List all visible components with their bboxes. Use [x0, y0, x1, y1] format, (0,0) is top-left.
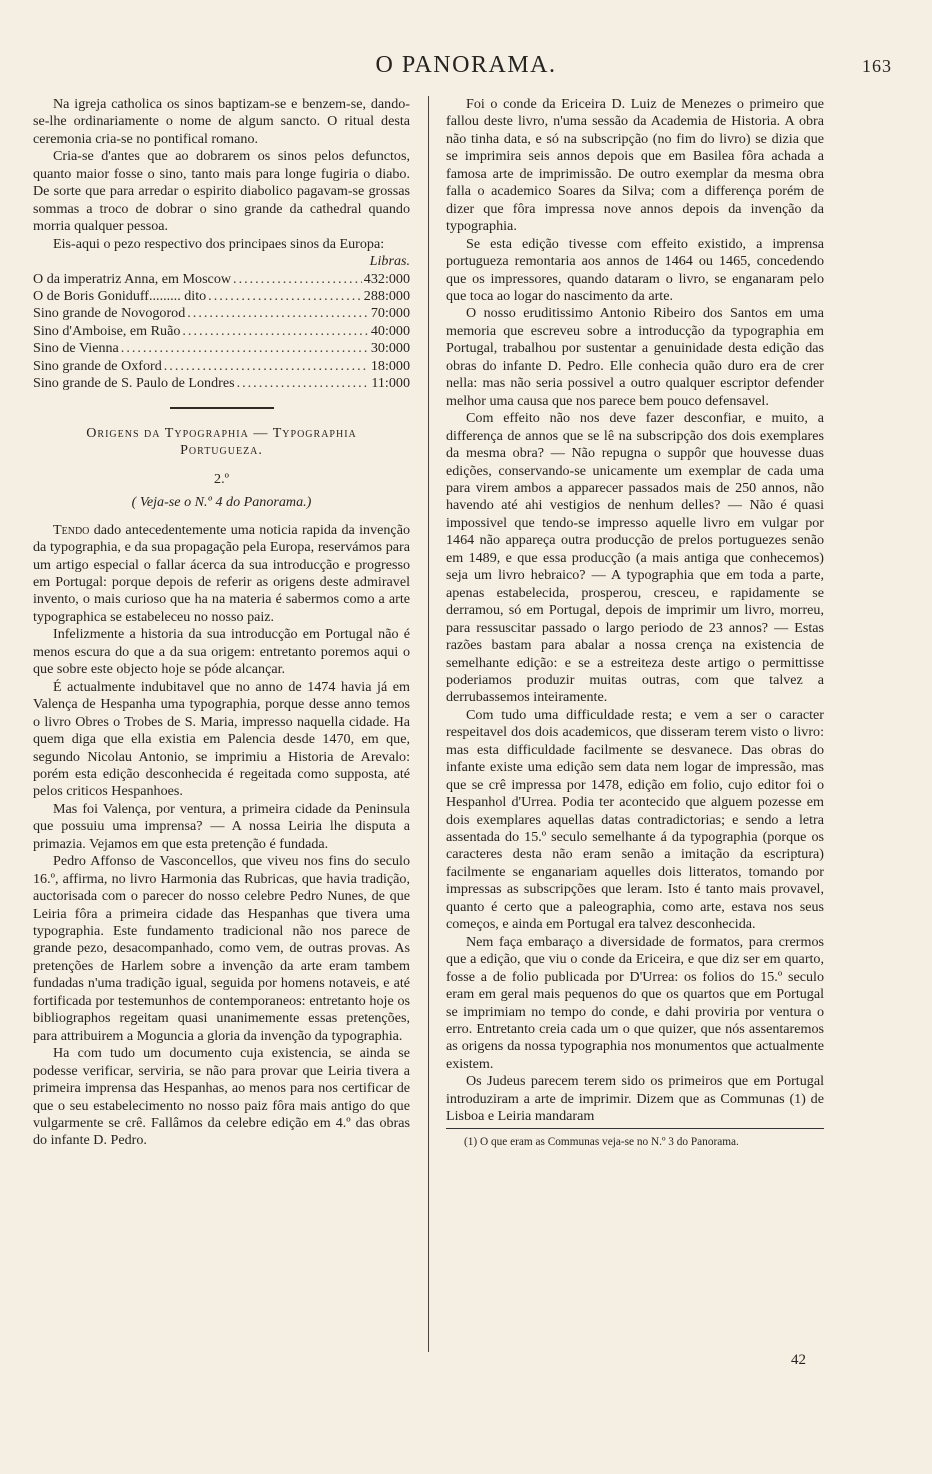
paragraph: Eis-aqui o pezo respectivo dos principaes sinos da Europa:	[53, 235, 385, 252]
bell-weight: 40:000	[370, 322, 410, 339]
footnote: (1) O que eram as Communas veja-se no N.º 3 do Panorama.	[464, 1135, 739, 1148]
table-row	[33, 323, 410, 340]
paragraph: O nosso eruditissimo Antonio Ribeiro dos Santos em uma memoria que escreveu sobre a introducção da typographia em Portugal, trabalhou por sustentar a genuinidade desta edição das obras do infante D. Pedro. Elle conhecia quão duro era de crer nella: mas não seria possivel a outro qualquer escriptor defender melhor uma causa que nos parece bem pouco defensavel.	[446, 305, 824, 409]
paragraph: Ha com tudo um documento cuja existencia, se ainda se podesse verificar, serviria, se não para provar que Leiria tivera a primeira imprensa das Hespanhas, ao menos para nos certificar de que o seu estabelecimento no nosso paiz fôra mais antigo do que vulgarmente se crê. Fallâmos da celebre edição em 4.º das obras do infante D. Pedro.	[33, 1045, 410, 1149]
bell-name: O da imperatriz Anna, em Moscow	[33, 270, 232, 287]
bell-name: O de Boris Goniduff......... dito	[33, 287, 207, 304]
left-column	[33, 96, 410, 1150]
table-row	[33, 271, 410, 288]
bell-weight: 288:000	[363, 287, 410, 304]
paragraph	[33, 522, 410, 627]
table-row	[33, 375, 410, 392]
footnote-rule	[446, 1128, 824, 1129]
paragraph: Se esta edição tivesse com effeito existido, a imprensa portugueza remontaria aos annos de 1464 ou 1465, concedendo que os impressores, quando dataram o livro, se enganaram pelo que toca ao logar do nascimento da arte.	[446, 235, 824, 304]
signature-mark: 42	[791, 1352, 806, 1368]
bell-weight: 70:000	[370, 305, 410, 322]
paragraph: Foi o conde da Ericeira D. Luiz de Menezes o primeiro que fallou deste livro, n'uma sessão da Academia de Historia. A obra não tinha data, e só na subscripção (no fim do livro) se dizia que se imprimira seis annos depois que em Basilea fôra achada a famosa arte de imprimissão. De outro exemplar da mesma obra falla o academico Soares da Silva; com a differença porém de dizer que fôra impressa nove annos depois da invenção da typographia.	[446, 96, 824, 235]
page-number: 163	[862, 56, 892, 76]
section-reference: ( Veja-se o N.º 4 do Panorama.)	[131, 494, 312, 511]
column-divider	[428, 96, 429, 1352]
paragraph: É actualmente indubitavel que no anno de 1474 havia já em Valença de Hespanha uma typographia, porque desse anno temos o livro Obres o Trobes de S. Maria, impresso naquella cidade. Ha quem diga que ella existia em Palencia desde 1470, em que, segundo Nicolau Antonio, se imprimiu a Historia de Arevalo: porém esta edição desconhecida é regeitada como supposta, até pelos criticos Hespanhoes.	[33, 678, 410, 800]
bell-name: Sino de Vienna	[33, 340, 119, 357]
bell-weights-table	[33, 271, 410, 393]
paragraph: Infelizmente a historia da sua introducção em Portugal não é menos escura do que a da sua origem: entretanto poremos aqui o que sobre este objecto hoje se póde alcançar.	[33, 626, 410, 678]
bell-name: Sino grande de Oxford	[33, 357, 162, 374]
bell-weight: 11:000	[371, 375, 410, 392]
journal-title: O PANORAMA.	[375, 52, 557, 78]
paragraph: Com effeito não nos deve fazer desconfiar, e muito, a differença de annos que se lê na subscripção dos dois exemplares da mesma obra? — Não repugna o suppôr que houvesse duas edições, conservando-se unicamente um exemplar de cada uma para virem ambos a apparecer passados mais de 250 annos, não havendo até ahi vestigios de nenhum delles? — Não é quasi impossivel que tendo-se impresso aquelle livro em vulgar por 1464 não appareça outra producção de prelos portuguezes senão em 1489, e que essa producção (a mais antiga que conhecemos) seja um livro hebraico? — A typographia que em toda a parte, apenas estabelecida, prosperou, cresceu, e rapidamente se derramou, só em Portugal, depois de imprimir um livro, morreu, para ressuscitar passado o largo periodo de 23 annos? — Estas razões bastam para abalar a nossa crença na existencia de semelhante edição: e se a estreiteza deste artigo o permittisse poderiamos produzir muitas outras, com que talvez a derrubassemos inteiramente.	[446, 410, 824, 706]
paragraph: Cria-se d'antes que ao dobrarem os sinos pelos defunctos, quanto maior fosse o sino, tanto mais para longe fugiria o diabo. De sorte que para arredar o espirito diabolico pagavam-se grossas sommas a troco de dobrar o sino grande da cathedral quando morria qualquer pessoa.	[33, 148, 410, 235]
section-title	[33, 425, 410, 459]
bell-name: Sino grande de S. Paulo de Londres	[33, 375, 235, 392]
section-title-line: Origens da Typographia — Typographia	[86, 424, 357, 441]
paragraph: Mas foi Valença, por ventura, a primeira cidade da Peninsula que possuiu uma imprensa? — A nossa Leiria lhe disputa a primazia. Vejamos em que esta pretenção é fundada.	[33, 800, 410, 852]
table-row	[33, 358, 410, 375]
page-header	[30, 52, 902, 84]
paragraph: Com tudo uma difficuldade resta; e vem a ser o caracter respeitavel dos dois academicos, que disseram terem visto o livro: mas esta difficuldade facilmente se desvanece. Das obras do infante existe uma edição sem data nem logar de impressão, mas que se crê impressa por 1478, edição em folio, cujo editor foi o Hespanhol d'Urrea. Podia ter acontecido que alguem pozesse em dois exemplares aquellas datas contradictorias; e sendo a letra assentada do 15.º seculo semelhante á da typographia (porque os caracteres desta não eram senão a imitação da escriptura) facilmente se enganariam aquelles dois litteratos, tomando por impressas as subscripções que leram. Isto é tanto mais provavel, quanto é certo que a paleographia, como arte, estava nos seus começos, e ainda em Portugal era talvez desconhecida.	[446, 706, 824, 933]
paragraph: Os Judeus parecem terem sido os primeiros que em Portugal introduziram a arte de imprimir. Dizem que as Communas (1) de Lisboa e Leiria mandaram	[446, 1073, 824, 1125]
section-divider	[170, 407, 274, 409]
bell-weight: 30:000	[370, 340, 410, 357]
table-row	[33, 288, 410, 305]
paragraph-text: dado antecedentemente uma noticia rapida da invenção da typographia, e da sua propagação pela Europa, reservámos para um artigo especial o fallar ácerca da sua introducção e progresso em Portugal: porque depois de referir as origens deste admiravel invento, o mais curioso que ha na materia é sabermos como a arte typographica se estabeleceu no nosso paiz.	[33, 521, 410, 625]
bell-name: Sino d'Amboise, em Ruão	[33, 322, 181, 339]
right-column	[446, 96, 824, 1149]
table-row	[33, 305, 410, 322]
bell-weight: 18:000	[370, 357, 410, 374]
paragraph: Pedro Affonso de Vasconcellos, que viveu nos fins do seculo 16.º, affirma, no livro Harmonia das Rubricas, que havia tradição, auctorisada com o parecer do nosso celebre Pedro Nunes, de que Leiria fôra a primeira cidade das Hespanhas que tivera uma typographia. Este fundamento tradicional não nos parece de grande pezo, desacompanhado, como vem, de outras provas. As pretenções de Harlem sobre a invenção da arte eram tambem fundadas n'uma tradição igual, seguida por homens notaveis, e até fortificada por testemunhos de contemporaneos: entretanto hoje os bibliographos regeitam quasi unanimemente essas pretenções, para attribuirem a Moguncia a gloria da invenção da typographia.	[33, 853, 410, 1044]
units-label: Libras.	[369, 253, 410, 270]
bell-name: Sino grande de Novogorod	[33, 305, 186, 322]
bell-weight: 432:000	[363, 270, 410, 287]
paragraph: Nem faça embaraço a diversidade de formatos, para crermos que a edição, que viu o conde da Ericeira, e que diz ser em quarto, fosse a de folio publicada por D'Urrea: os folios do 15.º seculo eram em geral mais pequenos do que os quartos que em Portugal se imprimiam no tempo do conde, e dahi proviria por ventura o erro. Entretanto creia cada um o que quizer, que nós assentaremos as origens da nossa typographia nos monumentos que actualmente existem.	[446, 933, 824, 1072]
paragraph: Na igreja catholica os sinos baptizam-se e benzem-se, dando-se-lhe ordinariamente o nome de algum sancto. O ritual desta ceremonia cria-se no pontifical romano.	[33, 96, 410, 147]
section-title-line: Portugueza.	[180, 441, 263, 458]
table-row	[33, 340, 410, 357]
section-number: 2.º	[214, 470, 229, 487]
lead-word: Tendo	[53, 521, 90, 538]
